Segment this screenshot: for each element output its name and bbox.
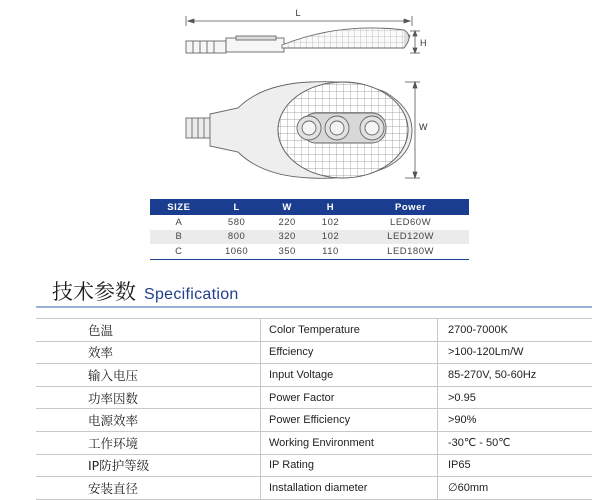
- spec-value: ∅60mm: [438, 477, 593, 500]
- size-cell: 220: [278, 216, 296, 228]
- spec-title-cn: 技术参数: [52, 280, 136, 304]
- spec-label-en: Effciency: [261, 341, 438, 364]
- spec-label-cn: 色温: [36, 319, 261, 342]
- width-label: W: [419, 122, 428, 132]
- size-row-b: [150, 230, 469, 245]
- spec-row: [36, 341, 592, 364]
- spec-heading: [52, 276, 239, 306]
- size-header-h: H: [309, 199, 352, 215]
- spec-table: [36, 318, 592, 500]
- size-cell: A: [175, 216, 183, 228]
- spec-label-cn: 效率: [36, 341, 261, 364]
- spec-label-en: Installation diameter: [261, 477, 438, 500]
- size-cell: 320: [265, 230, 308, 245]
- height-dimension: [410, 31, 420, 53]
- spec-label-en: Power Efficiency: [261, 409, 438, 432]
- spec-label-en: Input Voltage: [261, 364, 438, 387]
- spec-row: [36, 409, 592, 432]
- size-cell: LED120W: [352, 230, 469, 245]
- height-label: H: [420, 38, 427, 48]
- size-row-c: [150, 244, 469, 259]
- spec-row: [36, 477, 592, 500]
- size-cell: LED60W: [390, 216, 432, 228]
- spec-label-cn: 功率因数: [36, 386, 261, 409]
- size-cell: C: [150, 244, 208, 259]
- spec-label-en: Power Factor: [261, 386, 438, 409]
- spec-value: >100-120Lm/W: [438, 341, 593, 364]
- spec-label-en: Working Environment: [261, 431, 438, 454]
- side-view: [186, 22, 412, 53]
- spec-row: [36, 454, 592, 477]
- spec-value: 2700-7000K: [438, 319, 593, 342]
- spec-label-cn: 安装直径: [36, 477, 261, 500]
- spec-row: [36, 386, 592, 409]
- size-cell: 350: [265, 244, 308, 259]
- spec-label-cn: IP防护等级: [36, 454, 261, 477]
- spec-row: [36, 319, 592, 342]
- size-row-a: [150, 215, 469, 230]
- spec-value: >0.95: [438, 386, 593, 409]
- size-cell: 102: [321, 216, 340, 228]
- size-cell: 1060: [208, 244, 266, 259]
- length-label: L: [295, 8, 301, 18]
- size-table: [150, 199, 469, 260]
- size-header-size: SIZE: [150, 199, 208, 215]
- size-cell: LED180W: [352, 244, 469, 259]
- spec-title-en: Specification: [144, 286, 239, 303]
- spec-value: -30℃ - 50℃: [438, 431, 593, 454]
- spec-value: >90%: [438, 409, 593, 432]
- spec-label-cn: 工作环境: [36, 431, 261, 454]
- spec-label-en: IP Rating: [261, 454, 438, 477]
- size-header-w: W: [265, 199, 308, 215]
- spec-label-cn: 输入电压: [36, 364, 261, 387]
- size-cell: B: [150, 230, 208, 245]
- size-header-power: Power: [352, 199, 469, 215]
- spec-row: [36, 431, 592, 454]
- top-view: [186, 82, 412, 179]
- spec-value: IP65: [438, 454, 593, 477]
- divider: [36, 306, 592, 308]
- size-cell: 580: [227, 216, 246, 228]
- street-light-drawing: [0, 0, 600, 190]
- spec-label-en: Color Temperature: [261, 319, 438, 342]
- size-table-header: [150, 199, 469, 215]
- size-cell: 102: [309, 230, 352, 245]
- size-cell: 110: [309, 244, 352, 259]
- size-cell: 800: [208, 230, 266, 245]
- spec-row: [36, 364, 592, 387]
- spec-value: 85-270V, 50-60Hz: [438, 364, 593, 387]
- size-header-l: L: [208, 199, 266, 215]
- spec-label-cn: 电源效率: [36, 409, 261, 432]
